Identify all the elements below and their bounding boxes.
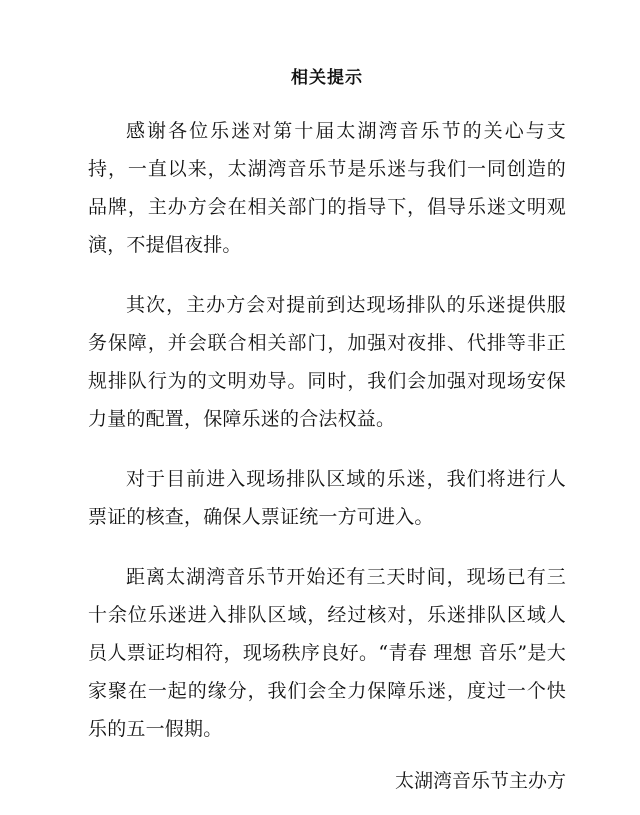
paragraph-4: 距离太湖湾音乐节开始还有三天时间，现场已有三十余位乐迷进入排队区域，经过核对，乐迷排队区域人员人票证均相符，现场秩序良好。“青春 理想 音乐”是大家聚在一起的缘分，我们会全力保障乐迷，度过一个快乐的五一假期。 [88, 566, 566, 740]
page-title: 相关提示 [291, 68, 363, 88]
paragraph-3: 对于目前进入现场排队区域的乐迷，我们将进行人票证的核查，确保人票证统一方可进入。 [88, 468, 566, 528]
signature: 太湖湾音乐节主办方 [394, 770, 566, 792]
paragraph-2: 其次，主办方会对提前到达现场排队的乐迷提供服务保障，并会联合相关部门，加强对夜排、代排等非正规排队行为的文明劝导。同时，我们会加强对现场安保力量的配置，保障乐迷的合法权益。 [88, 294, 566, 430]
paragraph-1: 感谢各位乐迷对第十届太湖湾音乐节的关心与支持，一直以来，太湖湾音乐节是乐迷与我们一同创造的品牌，主办方会在相关部门的指导下，倡导乐迷文明观演，不提倡夜排。 [88, 120, 566, 256]
